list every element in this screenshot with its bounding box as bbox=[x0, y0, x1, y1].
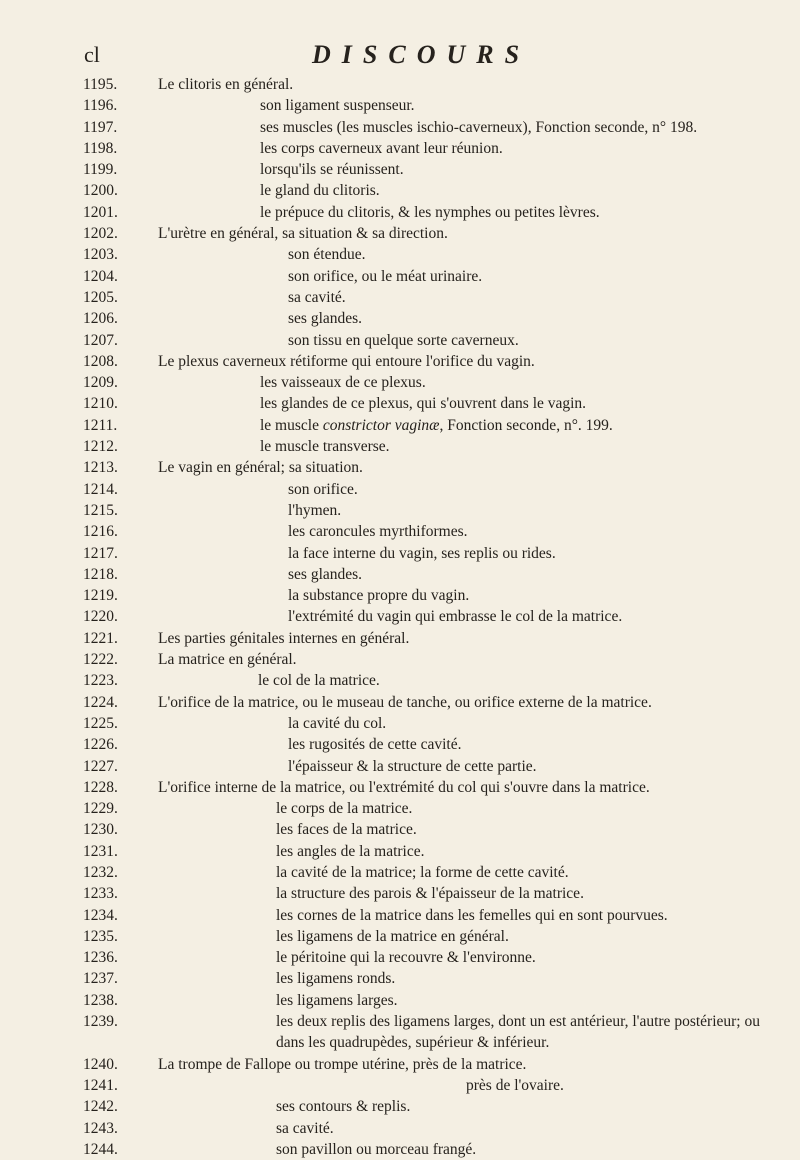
entry-number: 1241. bbox=[83, 1076, 118, 1094]
entry-number: 1229. bbox=[83, 800, 118, 818]
list-item bbox=[0, 223, 800, 244]
list-item bbox=[0, 244, 800, 265]
entry-number: 1199. bbox=[83, 161, 118, 179]
list-item bbox=[0, 649, 800, 670]
list-item bbox=[0, 883, 800, 904]
entry-number: 1215. bbox=[83, 501, 118, 519]
entry-text: les ligamens de la matrice en général. bbox=[276, 927, 509, 945]
entry-number: 1243. bbox=[83, 1119, 118, 1137]
list-item bbox=[0, 415, 800, 436]
entry-text: le gland du clitoris. bbox=[260, 182, 380, 200]
list-item bbox=[0, 479, 800, 500]
entry-text: lorsqu'ils se réunissent. bbox=[260, 161, 404, 179]
entry-text-before: le muscle bbox=[260, 416, 323, 434]
entry-number: 1223. bbox=[83, 672, 118, 690]
entry-number: 1237. bbox=[83, 970, 118, 988]
entry-number: 1242. bbox=[83, 1098, 118, 1116]
entry-number: 1198. bbox=[83, 139, 118, 157]
list-item bbox=[0, 74, 800, 95]
entry-text: sa cavité. bbox=[276, 1119, 334, 1137]
entry-number: 1197. bbox=[83, 118, 118, 136]
entry-number: 1216. bbox=[83, 523, 118, 541]
entry-text-italic: constrictor vaginæ bbox=[322, 416, 440, 434]
entry-text: près de l'ovaire. bbox=[466, 1076, 564, 1094]
entry-text: Le vagin en général; sa situation. bbox=[158, 459, 363, 477]
entry-number: 1239. bbox=[83, 1013, 118, 1031]
list-item bbox=[0, 756, 800, 777]
entry-text: son tissu en quelque sorte caverneux. bbox=[288, 331, 519, 349]
entry-number: 1227. bbox=[83, 757, 118, 775]
entry-text: le péritoine qui la recouvre & l'environne. bbox=[276, 949, 536, 967]
entry-number: 1201. bbox=[83, 203, 118, 221]
entry-text: les glandes de ce plexus, qui s'ouvrent dans le vagin. bbox=[260, 395, 587, 413]
entry-number: 1221. bbox=[83, 629, 118, 647]
entry-text-after: , Fonction seconde, n°. 199. bbox=[439, 416, 613, 434]
entry-number: 1213. bbox=[83, 459, 118, 477]
entry-text: son ligament suspenseur. bbox=[260, 97, 415, 115]
list-item bbox=[0, 138, 800, 159]
entry-text: Le plexus caverneux rétiforme qui entoure l'orifice du vagin. bbox=[158, 352, 535, 370]
list-item bbox=[0, 393, 800, 414]
list-item bbox=[0, 372, 800, 393]
list-item bbox=[0, 862, 800, 883]
list-item bbox=[0, 202, 800, 223]
entry-text: les ligamens ronds. bbox=[276, 970, 396, 988]
entry-text: les faces de la matrice. bbox=[276, 821, 417, 839]
entry-text: Le clitoris en général. bbox=[158, 76, 294, 93]
entry-number: 1206. bbox=[83, 310, 118, 328]
entry-text: son orifice, ou le méat urinaire. bbox=[288, 267, 483, 285]
entry-text: les angles de la matrice. bbox=[276, 842, 425, 860]
list-item bbox=[0, 1118, 800, 1139]
list-item bbox=[0, 457, 800, 478]
list-item bbox=[0, 841, 800, 862]
entry-text bbox=[260, 415, 782, 436]
entry-text: les rugosités de cette cavité. bbox=[288, 736, 462, 754]
entry-number: 1240. bbox=[83, 1055, 118, 1073]
list-item bbox=[0, 947, 800, 968]
entry-text: le prépuce du clitoris, & les nymphes ou petites lèvres. bbox=[260, 203, 600, 221]
list-item bbox=[0, 926, 800, 947]
entry-text: ses glandes. bbox=[288, 310, 363, 328]
entry-text: le corps de la matrice. bbox=[276, 800, 413, 818]
list-item bbox=[0, 713, 800, 734]
list-item bbox=[0, 330, 800, 351]
list-item bbox=[0, 500, 800, 521]
entry-text: l'hymen. bbox=[288, 501, 342, 519]
entry-number: 1218. bbox=[83, 565, 118, 583]
entry-text: l'épaisseur & la structure de cette partie. bbox=[288, 757, 537, 775]
list-item bbox=[0, 777, 800, 798]
entry-text: les cornes de la matrice dans les femelles qui en sont pourvues. bbox=[276, 906, 668, 924]
running-title: DISCOURS bbox=[312, 40, 531, 69]
entry-number: 1214. bbox=[83, 480, 118, 498]
list-item bbox=[0, 436, 800, 457]
list-item bbox=[0, 521, 800, 542]
entry-number: 1219. bbox=[83, 587, 118, 605]
entry-text: sa cavité. bbox=[288, 288, 346, 306]
entry-number: 1225. bbox=[83, 714, 118, 732]
list-item bbox=[0, 628, 800, 649]
entry-number: 1195. bbox=[83, 76, 118, 93]
entry-text: la cavité de la matrice; la forme de cette cavité. bbox=[276, 863, 569, 881]
entry-text: L'orifice interne de la matrice, ou l'extrémité du col qui s'ouvre dans la matrice. bbox=[158, 778, 650, 796]
entry-number: 1238. bbox=[83, 991, 118, 1009]
list-item bbox=[0, 692, 800, 713]
list-item bbox=[0, 180, 800, 201]
list-item bbox=[0, 564, 800, 585]
entry-number: 1224. bbox=[83, 693, 118, 711]
page-header bbox=[84, 40, 740, 70]
entry-text: son étendue. bbox=[288, 246, 366, 264]
entry-text: les ligamens larges. bbox=[276, 991, 398, 1009]
entry-number: 1203. bbox=[83, 246, 118, 264]
entry-number: 1234. bbox=[83, 906, 118, 924]
entry-number: 1200. bbox=[83, 182, 118, 200]
list-item bbox=[0, 819, 800, 840]
list-item bbox=[0, 1096, 800, 1117]
entry-number: 1210. bbox=[83, 395, 118, 413]
entry-number: 1208. bbox=[83, 352, 118, 370]
entry-text: ses muscles (les muscles ischio-caverneux), Fonction seconde, n° 198. bbox=[260, 118, 698, 136]
entry-number: 1207. bbox=[83, 331, 118, 349]
list-item bbox=[0, 1139, 800, 1160]
entry-number: 1196. bbox=[83, 97, 118, 115]
entry-number: 1222. bbox=[83, 651, 118, 669]
entry-number: 1211. bbox=[83, 416, 118, 434]
entry-number: 1226. bbox=[83, 736, 118, 754]
entry-number: 1217. bbox=[83, 544, 118, 562]
list-item bbox=[0, 968, 800, 989]
entry-text: La trompe de Fallope ou trompe utérine, près de la matrice. bbox=[158, 1055, 527, 1073]
entry-number: 1205. bbox=[83, 288, 118, 306]
entry-text: le muscle transverse. bbox=[260, 438, 390, 456]
entry-text: le col de la matrice. bbox=[258, 672, 380, 690]
list-item bbox=[0, 543, 800, 564]
list-item bbox=[0, 95, 800, 116]
entry-list bbox=[0, 74, 800, 1160]
list-item bbox=[0, 990, 800, 1011]
list-item bbox=[0, 266, 800, 287]
entry-number: 1235. bbox=[83, 927, 118, 945]
entry-text: l'extrémité du vagin qui embrasse le col de la matrice. bbox=[288, 608, 623, 626]
entry-number: 1233. bbox=[83, 885, 118, 903]
list-item bbox=[0, 734, 800, 755]
entry-text: L'urètre en général, sa situation & sa direction. bbox=[158, 225, 448, 243]
entry-number: 1202. bbox=[83, 225, 118, 243]
list-item bbox=[0, 117, 800, 138]
entry-text: Les parties génitales internes en général. bbox=[158, 629, 410, 647]
entry-text: ses contours & replis. bbox=[276, 1098, 411, 1116]
list-item bbox=[0, 1075, 800, 1096]
list-item bbox=[0, 670, 800, 691]
entry-text: les caroncules myrthiformes. bbox=[288, 523, 468, 541]
entry-text: son pavillon ou morceau frangé. bbox=[276, 1140, 477, 1158]
list-item bbox=[0, 606, 800, 627]
entry-number: 1231. bbox=[83, 842, 118, 860]
list-item bbox=[0, 287, 800, 308]
list-item bbox=[0, 905, 800, 926]
list-item bbox=[0, 1011, 800, 1054]
entry-text: la structure des parois & l'épaisseur de la matrice. bbox=[276, 885, 584, 903]
entry-text: son orifice. bbox=[288, 480, 358, 498]
list-item bbox=[0, 798, 800, 819]
entry-number: 1228. bbox=[83, 778, 118, 796]
entry-text: la cavité du col. bbox=[288, 714, 387, 732]
list-item bbox=[0, 159, 800, 180]
entry-text: la substance propre du vagin. bbox=[288, 587, 470, 605]
entry-number: 1209. bbox=[83, 374, 118, 392]
entry-text: les vaisseaux de ce plexus. bbox=[260, 374, 426, 392]
entry-number: 1230. bbox=[83, 821, 118, 839]
list-item bbox=[0, 585, 800, 606]
list-item bbox=[0, 308, 800, 329]
entry-number: 1204. bbox=[83, 267, 118, 285]
entry-text: les deux replis des ligamens larges, dont un est antérieur, l'autre postérieur; ou dans les quadrupèdes, supérieur & inférieur. bbox=[276, 1013, 760, 1052]
entry-number: 1220. bbox=[83, 608, 118, 626]
page-number: cl bbox=[84, 42, 100, 67]
entry-number: 1236. bbox=[83, 949, 118, 967]
list-item bbox=[0, 1054, 800, 1075]
entry-text: La matrice en général. bbox=[158, 651, 297, 669]
list-item bbox=[0, 351, 800, 372]
entry-number: 1244. bbox=[83, 1140, 118, 1158]
entry-text: les corps caverneux avant leur réunion. bbox=[260, 139, 503, 157]
entry-text: L'orifice de la matrice, ou le museau de tanche, ou orifice externe de la matrice. bbox=[158, 693, 652, 711]
entry-number: 1232. bbox=[83, 863, 118, 881]
entry-text: la face interne du vagin, ses replis ou rides. bbox=[288, 544, 556, 562]
entry-text: ses glandes. bbox=[288, 565, 363, 583]
entry-number: 1212. bbox=[83, 438, 118, 456]
